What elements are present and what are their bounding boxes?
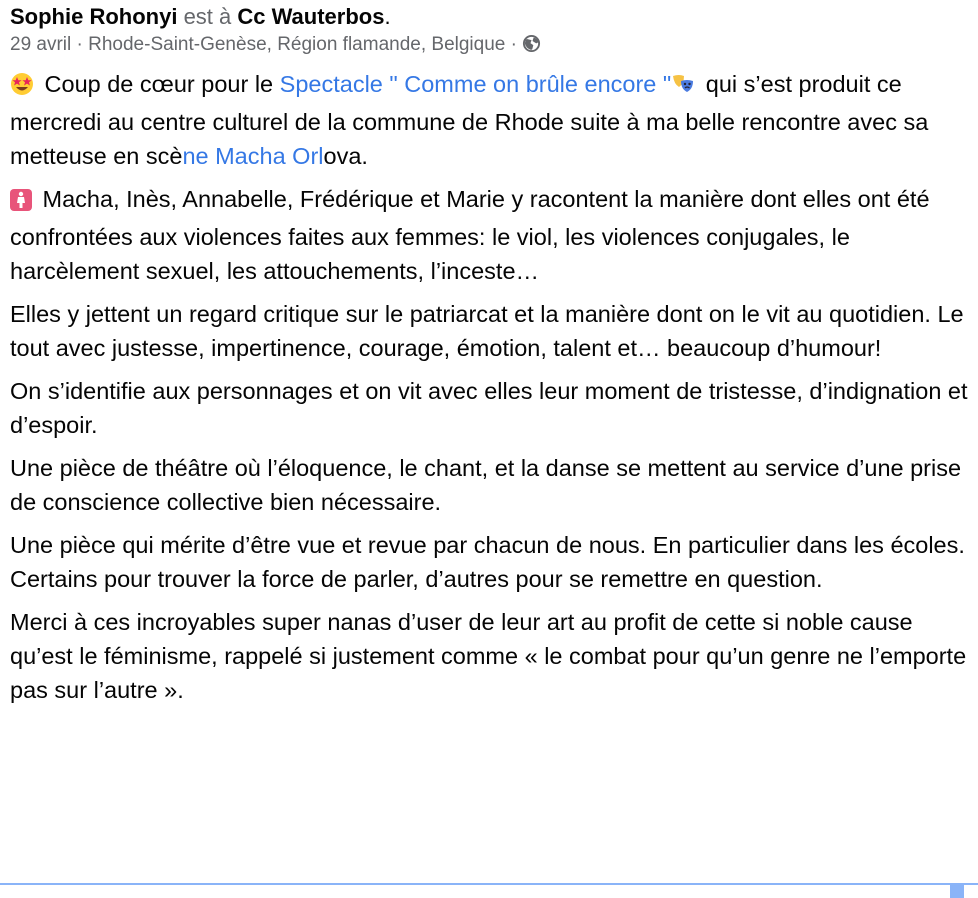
star-struck-emoji-icon (10, 71, 34, 105)
spectacle-link[interactable]: Spectacle " Comme on brûle encore " (279, 71, 672, 97)
header-period: . (384, 4, 391, 29)
paragraph-6 (10, 528, 972, 596)
post-meta (10, 32, 972, 61)
author-name-link[interactable]: Sophie Rohonyi (10, 4, 178, 29)
woman-sign-emoji-icon (10, 186, 32, 220)
paragraph-2-text: Macha, Inès, Annabelle, Frédérique et Marie y racontent la manière dont elles ont été confrontées aux violences faites aux femmes: le viol, les violences conjugales, le harcèlement sexuel, les attouchements, l’inceste… (10, 186, 930, 284)
post-date-location[interactable]: 29 avril · Rhode-Saint-Genèse, Région flamande, Belgique · (10, 34, 523, 55)
paragraph-2 (10, 182, 972, 288)
paragraph-6-line-a: Une pièce qui mérite d’être vue et revue par chacun de nous. En particulier dans les écoles. (10, 532, 965, 558)
paragraph-5: Une pièce de théâtre où l’éloquence, le chant, et la danse se mettent au service d’une prise de conscience collective bien nécessaire. (10, 455, 962, 515)
checkin-connector: est à (177, 4, 238, 29)
globe-icon[interactable] (522, 34, 541, 61)
corner-marker (950, 885, 964, 898)
paragraph-1-text-b: qui s’est produit ce mercredi au centre culturel de la commune de Rhode suite à ma belle rencontre avec sa metteuse en scè (10, 71, 929, 169)
paragraph-4: On s’identifie aux personnages et on vit avec elles leur moment de tristesse, d’indignation et d’espoir. (10, 378, 968, 438)
bottom-divider (0, 883, 978, 885)
performing-arts-emoji-icon (671, 71, 695, 105)
paragraph-1-text-c: ova. (323, 143, 368, 169)
paragraph-1-text-a: Coup de cœur pour le (38, 71, 280, 97)
paragraph-3: Elles y jettent un regard critique sur le patriarcat et la manière dont on le vit au quotidien. Le tout avec justesse, impertinence, courage, émotion, talent et… beaucoup d’humour! (10, 301, 964, 361)
post-body (10, 67, 972, 707)
post-header (10, 2, 972, 32)
paragraph-6-line-b: Certains pour trouver la force de parler, d’autres pour se remettre en question. (10, 566, 823, 592)
macha-orlova-link[interactable]: ne Macha Orl (182, 143, 324, 169)
paragraph-7: Merci à ces incroyables super nanas d’user de leur art au profit de cette si noble cause qu’est le féminisme, rappelé si justement comme « le combat pour qu’un genre ne l’emporte pas sur l’autre ». (10, 609, 967, 703)
post (10, 0, 972, 716)
place-name-link[interactable]: Cc Wauterbos (237, 4, 385, 29)
paragraph-1 (10, 67, 972, 173)
